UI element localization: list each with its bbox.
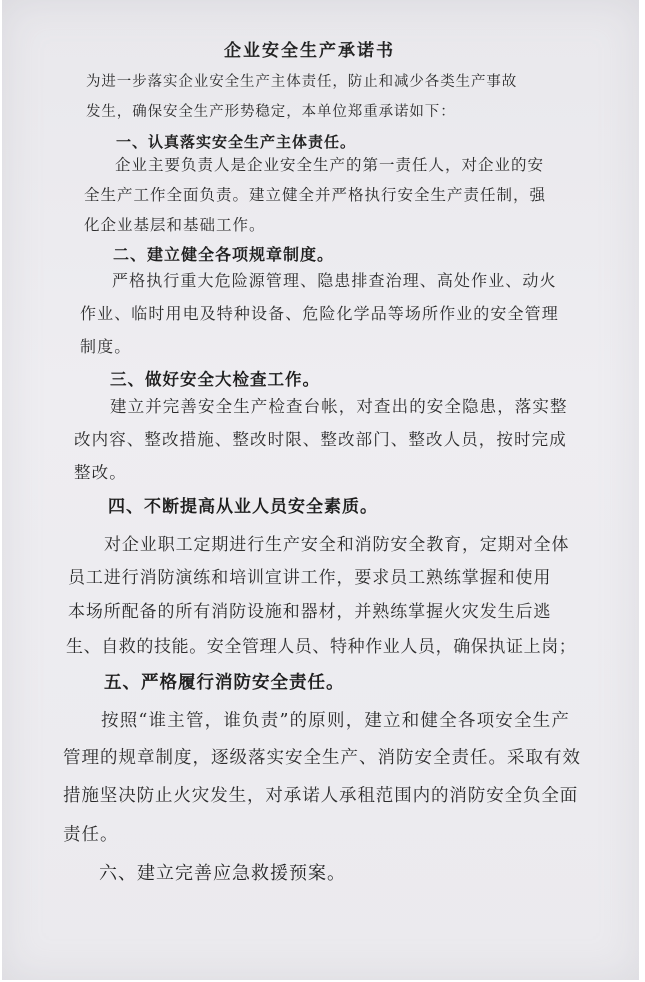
section-2-line-2: 作业、临时用电及特种设备、危险化学品等场所作业的安全管理 — [80, 304, 559, 323]
section-5-line-3: 措施坚决防止火灾发生，对承诺人承租范围内的消防安全负全面 — [63, 786, 579, 806]
section-1-line-1: 企业主要负责人是企业安全生产的第一责任人，对企业的安 — [115, 156, 545, 174]
section-3-line-1: 建立并完善安全生产检查台帐，对查出的安全隐患，落实整 — [110, 397, 568, 416]
section-2-line-3: 制度。 — [80, 337, 132, 356]
section-3-line-2: 改内容、整改措施、整改时限、整改部门、整改人员，按时完成 — [74, 430, 567, 449]
section-5-line-4: 责任。 — [63, 825, 119, 845]
section-1-line-3: 化企业基层和基础工作。 — [84, 216, 266, 234]
page-edge — [639, 0, 645, 982]
section-4-line-1: 对企业职工定期进行生产安全和消防安全教育，定期对全体 — [104, 535, 570, 555]
intro-line-1: 为进一步落实企业安全生产主体责任，防止和减少各类生产事故 — [86, 74, 518, 90]
section-1-line-2: 全生产工作全面负责。建立健全并严格执行安全生产责任制，强 — [84, 186, 547, 204]
section-5-heading: 五、严格履行消防安全责任。 — [104, 673, 345, 693]
document-title: 企业安全生产承诺书 — [224, 41, 395, 61]
intro-line-2: 发生，确保安全生产形势稳定，本单位郑重承诺如下： — [86, 104, 456, 120]
section-4-heading: 四、不断提高从业人员安全素质。 — [108, 497, 378, 517]
section-5-line-2: 管理的规章制度，逐级落实安全生产、消防安全责任。采取有效 — [63, 748, 581, 768]
section-4-line-3: 本场所配备的所有消防设施和器材，并熟练掌握火灾发生后逃 — [68, 602, 552, 622]
section-6-heading: 六、建立完善应急救援预案。 — [99, 863, 346, 884]
section-3-line-3: 整改。 — [74, 463, 127, 482]
section-4-line-2: 员工进行消防演练和培训宣讲工作，要求员工熟练掌握和使用 — [68, 568, 552, 588]
section-2-heading: 二、建立健全各项规章制度。 — [113, 245, 335, 264]
section-5-line-1: 按照“谁主管，谁负责”的原则，建立和健全各项安全生产 — [101, 711, 571, 731]
section-2-line-1: 严格执行重大危险源管理、隐患排查治理、高处作业、动火 — [112, 271, 557, 290]
section-3-heading: 三、做好安全大检查工作。 — [110, 370, 320, 389]
section-4-line-4: 生、自救的技能。安全管理人员、特种作业人员，确保执证上岗； — [66, 637, 577, 657]
section-1-heading: 一、认真落实安全生产主体责任。 — [116, 133, 357, 151]
